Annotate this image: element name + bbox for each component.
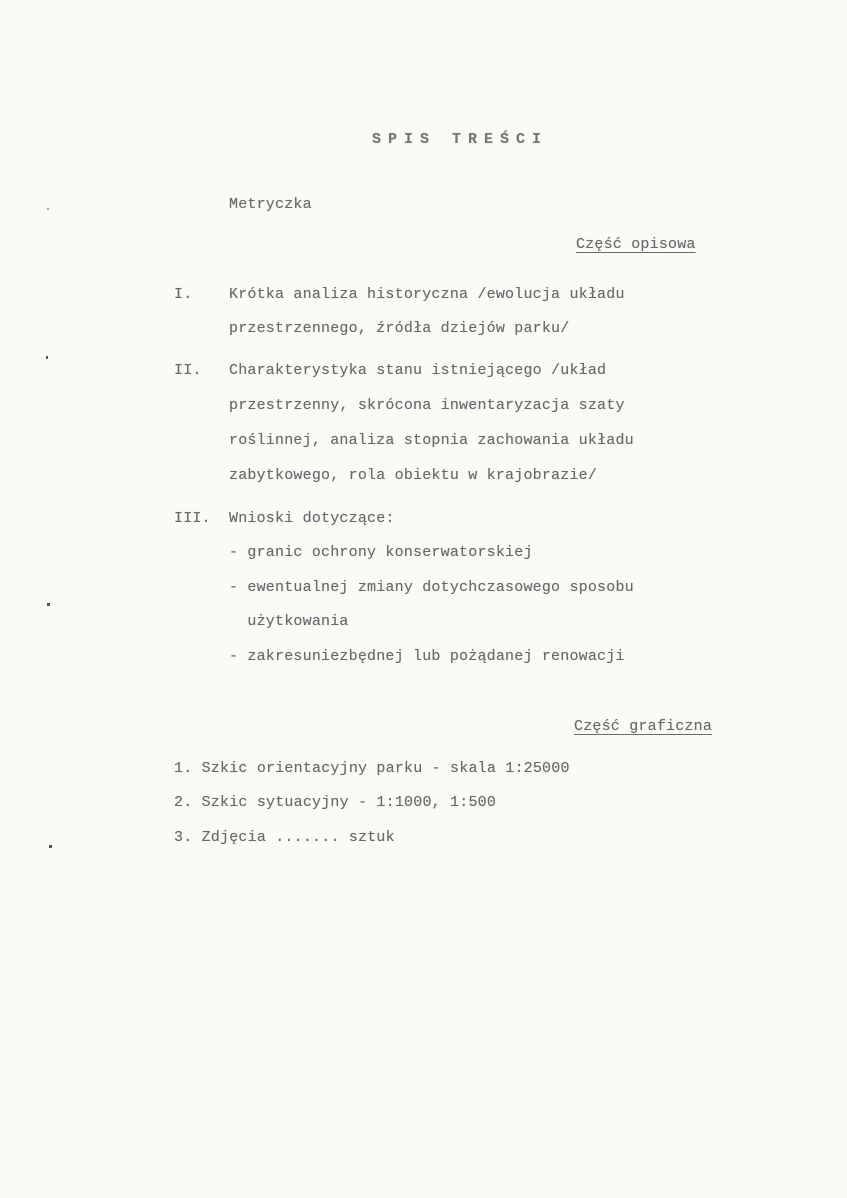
section-number-3: III. — [174, 510, 211, 527]
section-1-line-1: Krótka analiza historyczna /ewolucja układu — [229, 286, 625, 303]
section-3-subitem: - zakresuniezbędnej lub pożądanej renowacji — [229, 648, 625, 665]
section-number-2: II. — [174, 362, 202, 379]
section-2-line-1: Charakterystyka stanu istniejącego /układ — [229, 362, 607, 379]
scan-speck — [49, 845, 52, 848]
graphic-item: 1. Szkic orientacyjny parku - skala 1:25000 — [174, 760, 570, 777]
section-3-line-1: Wnioski dotyczące: — [229, 510, 395, 527]
graphic-item: 3. Zdjęcia ....... sztuk — [174, 829, 395, 846]
scan-speck — [47, 603, 50, 606]
section-number-1: I. — [174, 286, 193, 303]
section-2-line-2: przestrzenny, skrócona inwentaryzacja szaty — [229, 397, 625, 414]
graphic-item: 2. Szkic sytuacyjny - 1:1000, 1:500 — [174, 794, 497, 811]
scan-speck — [47, 208, 49, 210]
section-3-subitem: - ewentualnej zmiany dotychczasowego sposobu — [229, 579, 634, 596]
scan-speck — [46, 356, 48, 359]
metryczka-label: Metryczka — [229, 196, 312, 213]
section-3-subitem: - granic ochrony konserwatorskiej — [229, 544, 533, 561]
section-1-line-2: przestrzennego, źródła dziejów parku/ — [229, 320, 570, 337]
graphic-part-heading: Część graficzna — [574, 718, 713, 735]
section-2-line-3: roślinnej, analiza stopnia zachowania układu — [229, 432, 634, 449]
section-3-subitem: użytkowania — [229, 613, 349, 630]
section-2-line-4: zabytkowego, rola obiektu w krajobrazie/ — [229, 467, 598, 484]
descriptive-part-heading: Część opisowa — [576, 236, 696, 253]
page-title: SPIS TREŚCI — [372, 131, 549, 148]
